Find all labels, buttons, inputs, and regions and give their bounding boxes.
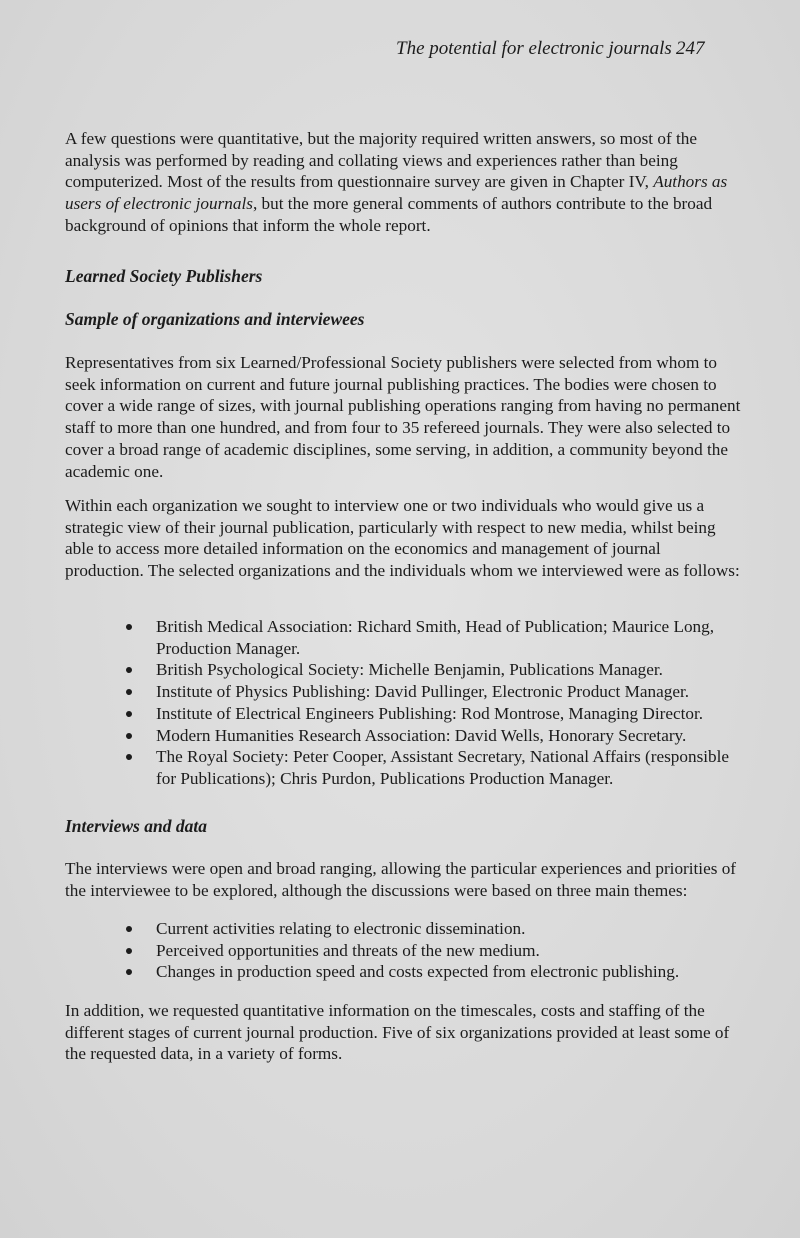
page-number: 247: [676, 38, 705, 59]
theme-entry: Current activities relating to electronic dissemination.: [156, 919, 526, 938]
organization-entry: British Medical Association: Richard Smith, Head of Publication; Maurice Long, Production Manager.: [156, 617, 715, 658]
theme-entry: Perceived opportunities and threats of the new medium.: [156, 940, 540, 960]
sample-heading: Sample of organizations and interviewees: [65, 309, 365, 329]
intro-paragraph: [65, 128, 741, 237]
sample-paragraph-1: [65, 352, 741, 482]
list-item: [65, 940, 745, 962]
closing-paragraph: [65, 1000, 741, 1065]
list-item: [65, 746, 745, 789]
bullet-icon: [126, 754, 132, 760]
organization-entry: The Royal Society: Peter Cooper, Assistant Secretary, National Affairs (responsible for Publications); Chris Purdon, Publications Production Manager.: [156, 747, 730, 788]
list-item: [65, 659, 745, 681]
list-item: [65, 725, 745, 747]
interviews-paragraph: [65, 858, 741, 901]
closing-paragraph-text: In addition, we requested quantitative information on the timescales, costs and staffing of the different stages of current journal production. Five of six organizations provided at least some of the requested data, in a variety of forms.: [65, 1001, 730, 1064]
organization-entry: Institute of Electrical Engineers Publishing: Rod Montrose, Managing Director.: [156, 703, 704, 723]
organization-entry: Institute of Physics Publishing: David Pullinger, Electronic Product Manager.: [156, 682, 690, 702]
sample-paragraph-1-text: Representatives from six Learned/Professional Society publishers were selected from whom to seek information on current and future journal publishing practices. The bodies were chosen to cover a wide range of sizes, with journal publishing operations ranging from having no permanent staff to more than one hundred, and from four to 35 refereed journals. They were also selected to cover a broad range of academic disciplines, some serving, in addition, a community beyond the academic one.: [65, 353, 741, 481]
intro-text-end: , but the more general comments of authors contribute to the broad background of opinions that inform the whole report.: [65, 194, 713, 235]
bullet-icon: [126, 948, 132, 954]
bullet-icon: [126, 624, 132, 630]
theme-entry: Changes in production speed and costs expected from electronic publishing.: [156, 962, 680, 982]
bullet-icon: [126, 689, 132, 695]
themes-list: [65, 918, 745, 983]
intro-chapter-title: Authors as users of electronic journals: [65, 172, 728, 214]
organization-entry: British Psychological Society: Michelle Benjamin, Publications Manager.: [156, 660, 663, 680]
list-item: [65, 918, 745, 940]
list-item: [65, 681, 745, 703]
bullet-icon: [126, 667, 132, 673]
bullet-icon: [126, 969, 132, 975]
organization-list: [65, 616, 745, 790]
running-head: The potential for electronic journals: [396, 38, 672, 59]
sample-paragraph-2-text: Within each organization we sought to interview one or two individuals who would give us a strategic view of their journal publication, particularly with respect to new media, whilst being able to access more detailed information on the economics and management of journal production. The selected organizations and the individuals whom we interviewed were as follows:: [65, 496, 740, 581]
organization-entry: Modern Humanities Research Association: David Wells, Honorary Secretary.: [156, 725, 687, 745]
bullet-icon: [126, 926, 132, 932]
interviews-paragraph-text: The interviews were open and broad ranging, allowing the particular experiences and priorities of the interviewee to be explored, although the discussions were based on three main themes:: [65, 859, 737, 900]
list-item: [65, 961, 745, 983]
bullet-icon: [126, 733, 132, 739]
sample-paragraph-2: [65, 495, 741, 582]
interviews-heading: Interviews and data: [65, 816, 207, 836]
section-heading: Learned Society Publishers: [65, 266, 263, 286]
bullet-icon: [126, 711, 132, 717]
intro-text-start: A few questions were quantitative, but the majority required written answers, so most of the analysis was performed by reading and collating views and experiences rather than being computerized. Most of the results from questionnaire survey are given in Chapter IV,: [65, 129, 697, 192]
list-item: [65, 703, 745, 725]
list-item: [65, 616, 745, 659]
